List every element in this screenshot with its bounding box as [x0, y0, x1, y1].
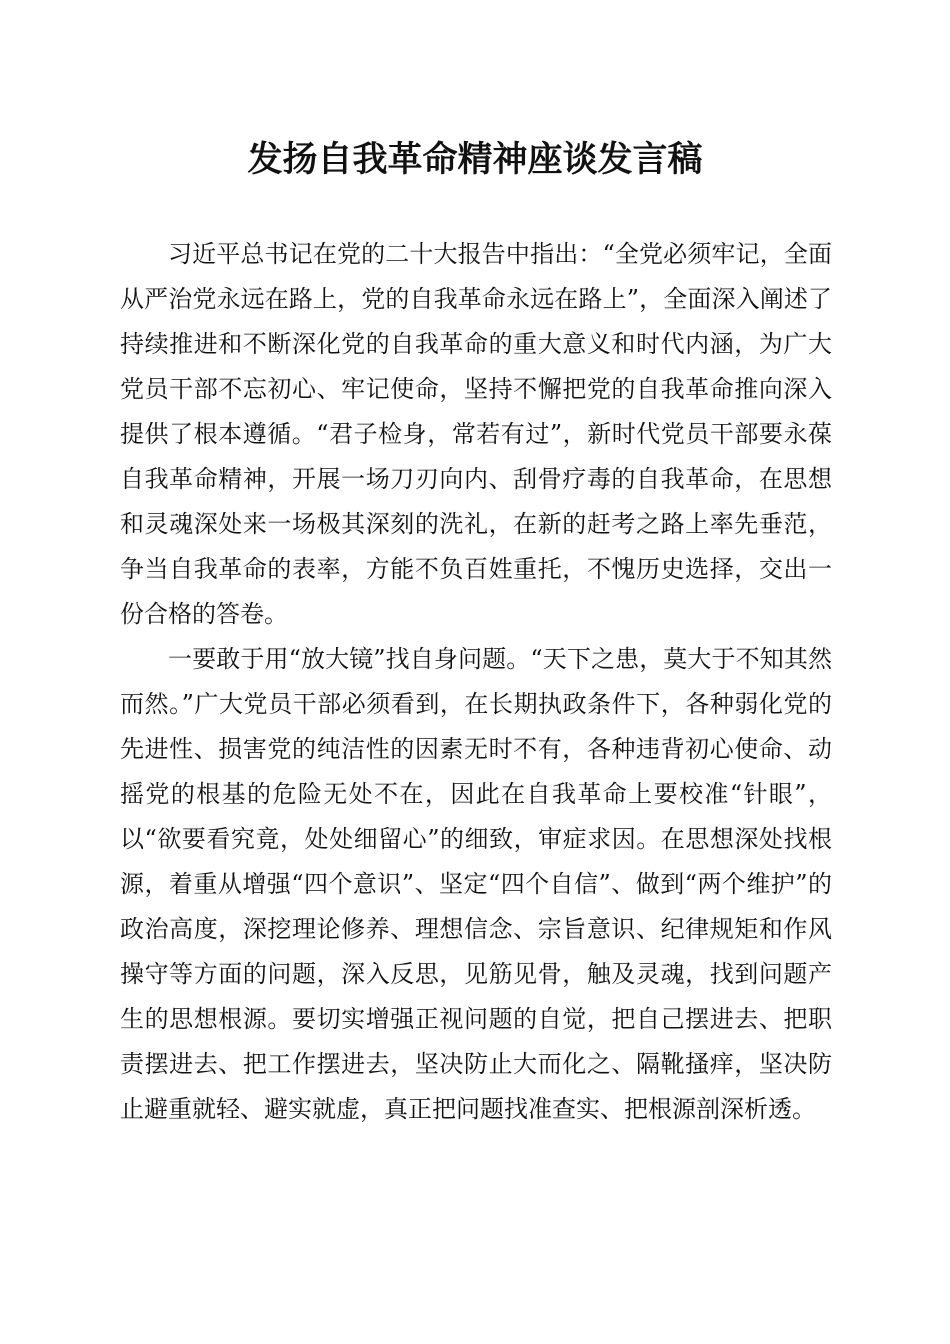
- document-title: 发扬自我革命精神座谈发言稿: [247, 139, 703, 180]
- document-body: [120, 232, 832, 1132]
- paragraph-point-one: 一要敢于用“放大镜”找自身问题。“天下之患，莫大于不知其然而然。”广大党员干部必须看到，在长期执政条件下，各种弱化党的先进性、损害党的纯洁性的因素无时不有，各种违背初心使命、动摇党的根基的危险无处不在，因此在自我革命上要校准“针眼”，以“欲要看究竟，处处细留心”的细致，审症求因。在思想深处找根源，着重从增强“四个意识”、坚定“四个自信”、做到“两个维护”的政治高度，深挖理论修养、理想信念、宗旨意识、纪律规矩和作风操守等方面的问题，深入反思，见筋见骨，触及灵魂，找到问题产生的思想根源。要切实增强正视问题的自觉，把自己摆进去、把职责摆进去、把工作摆进去，坚决防止大而化之、隔靴搔痒，坚决防止避重就轻、避实就虚，真正把问题找准查实、把根源剖深析透。: [120, 645, 832, 1123]
- paragraph-intro: 习近平总书记在党的二十大报告中指出：“全党必须牢记，全面从严治党永远在路上，党的自我革命永远在路上”，全面深入阐述了持续推进和不断深化党的自我革命的重大意义和时代内涵，为广大党员干部不忘初心、牢记使命，坚持不懈把党的自我革命推向深入提供了根本遵循。“君子检身，常若有过”，新时代党员干部要永葆自我革命精神，开展一场刀刃向内、刮骨疗毒的自我革命，在思想和灵魂深处来一场极其深刻的洗礼，在新的赶考之路上率先垂范，争当自我革命的表率，方能不负百姓重托，不愧历史选择，交出一份合格的答卷。: [120, 240, 832, 628]
